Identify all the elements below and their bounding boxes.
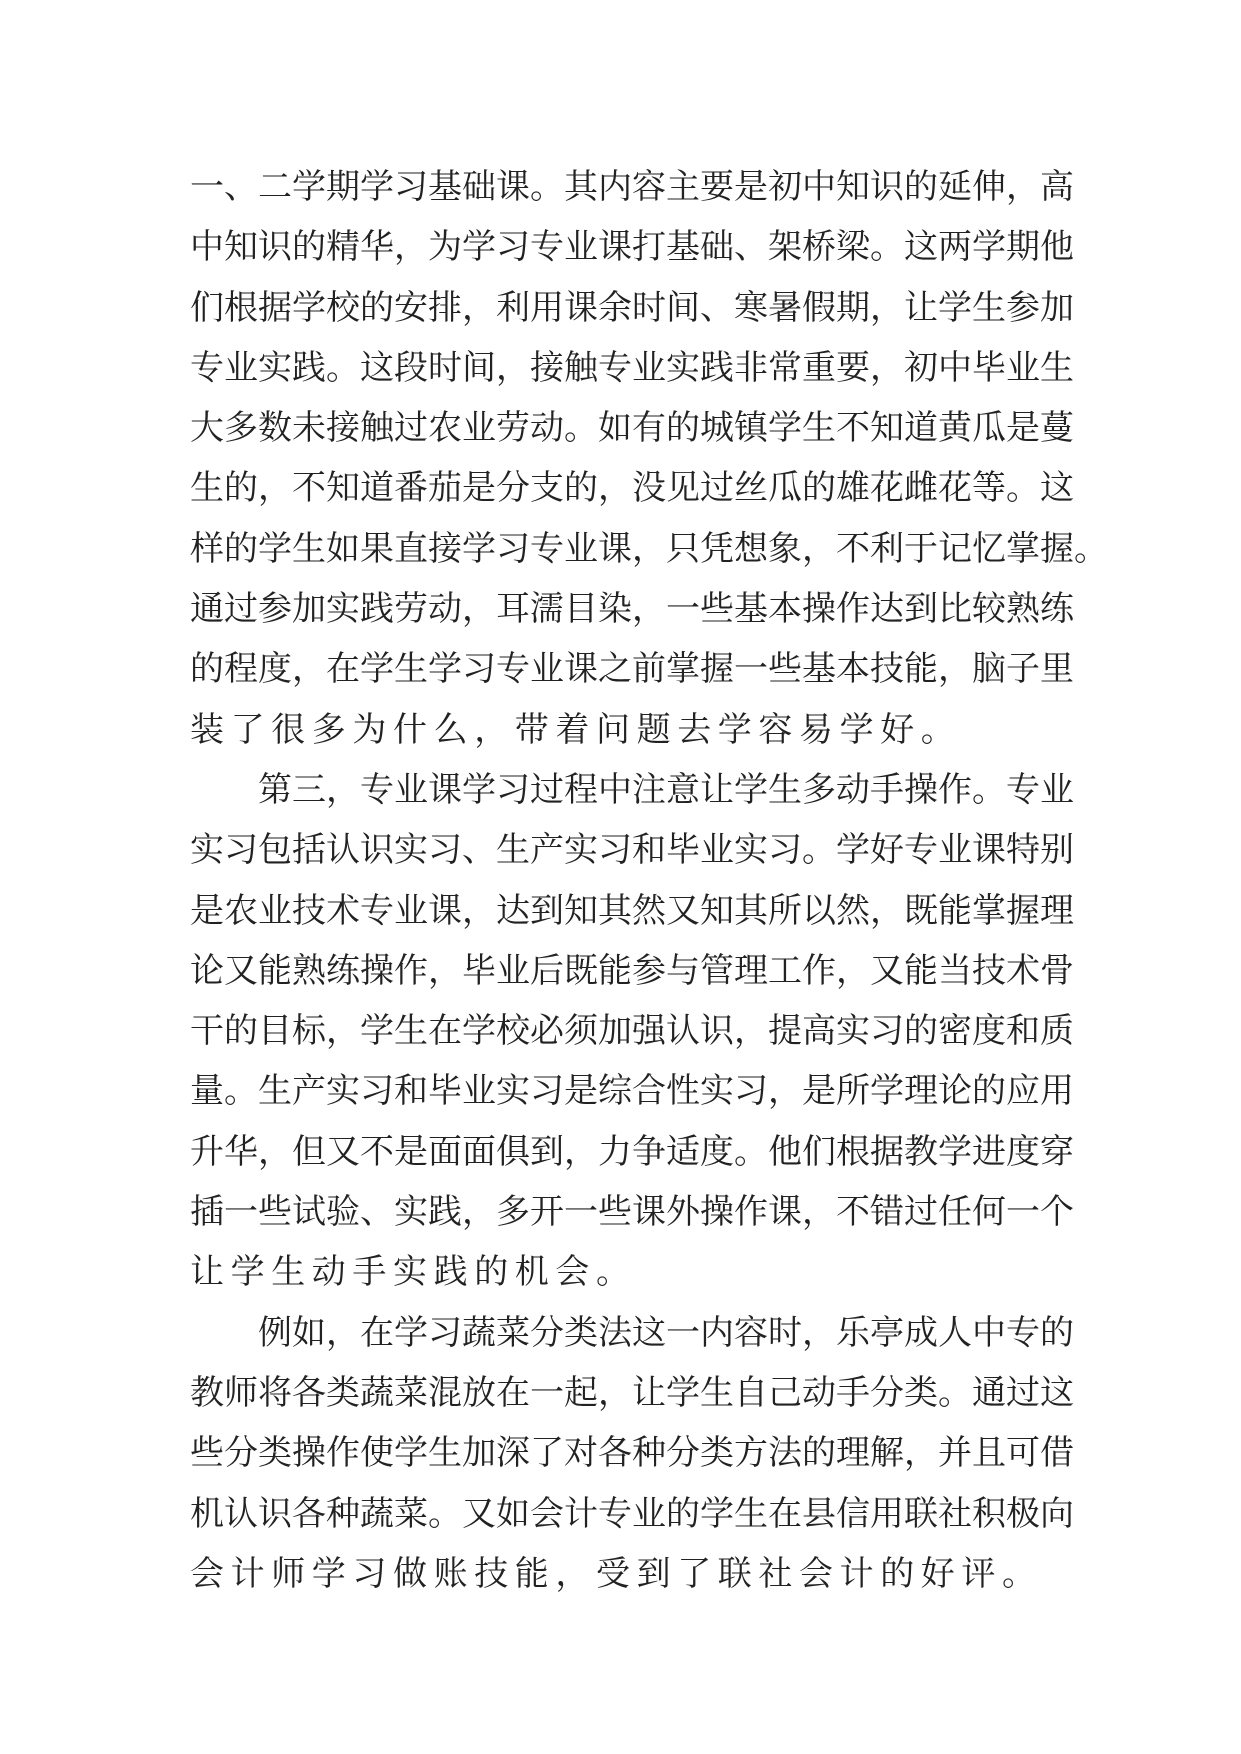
text-line: 教师将各类蔬菜混放在一起，让学生自己动手分类。通过这 xyxy=(190,1372,1074,1413)
text-line: 第三，专业课学习过程中注意让学生多动手操作。专业 xyxy=(258,769,1074,810)
paragraph-2 xyxy=(190,760,1074,1303)
text-line: 升华，但又不是面面俱到，力争适度。他们根据教学进度穿 xyxy=(190,1131,1074,1172)
text-line: 通过参加实践劳动，耳濡目染，一些基本操作达到比较熟练 xyxy=(190,589,1074,630)
text-line: 量。生产实习和毕业实习是综合性实习，是所学理论的应用 xyxy=(190,1071,1074,1112)
text-line: 实习包括认识实习、生产实习和毕业实习。学好专业课特别 xyxy=(190,830,1074,871)
text-line: 大多数未接触过农业劳动。如有的城镇学生不知道黄瓜是蔓 xyxy=(190,408,1074,449)
text-line: 专业实践。这段时间，接触专业实践非常重要，初中毕业生 xyxy=(190,347,1074,388)
text-line: 生的，不知道番茄是分支的，没见过丝瓜的雄花雌花等。这 xyxy=(190,468,1074,509)
text-line: 们根据学校的安排，利用课余时间、寒暑假期，让学生参加 xyxy=(190,287,1074,328)
text-line: 例如，在学习蔬菜分类法这一内容时，乐亭成人中专的 xyxy=(258,1312,1074,1353)
text-line: 干的目标，学生在学校必须加强认识，提高实习的密度和质 xyxy=(190,1011,1074,1052)
text-line: 会计师学习做账技能，受到了联社会计的好评。 xyxy=(190,1553,1043,1594)
paragraph-1 xyxy=(190,157,1108,760)
text-line: 是农业技术专业课，达到知其然又知其所以然，既能掌握理 xyxy=(190,890,1074,931)
body-text xyxy=(190,157,1108,1604)
text-line: 插一些试验、实践，多开一些课外操作课，不错过任何一个 xyxy=(190,1192,1074,1233)
text-line: 样的学生如果直接学习专业课，只凭想象，不利于记忆掌握。 xyxy=(190,528,1108,569)
text-line: 一、二学期学习基础课。其内容主要是初中知识的延伸，高 xyxy=(190,167,1074,207)
text-line: 论又能熟练操作，毕业后既能参与管理工作，又能当技术骨 xyxy=(190,950,1074,991)
text-line: 的程度，在学生学习专业课之前掌握一些基本技能，脑子里 xyxy=(190,649,1074,690)
text-line: 些分类操作使学生加深了对各种分类方法的理解，并且可借 xyxy=(190,1433,1074,1474)
text-line: 机认识各种蔬菜。又如会计专业的学生在县信用联社积极向 xyxy=(190,1493,1074,1534)
text-line: 中知识的精华，为学习专业课打基础、架桥梁。这两学期他 xyxy=(190,227,1074,268)
paragraph-3 xyxy=(190,1303,1074,1604)
text-line: 装了很多为什么，带着问题去学容易学好。 xyxy=(190,709,962,750)
text-line: 让学生动手实践的机会。 xyxy=(190,1252,637,1293)
